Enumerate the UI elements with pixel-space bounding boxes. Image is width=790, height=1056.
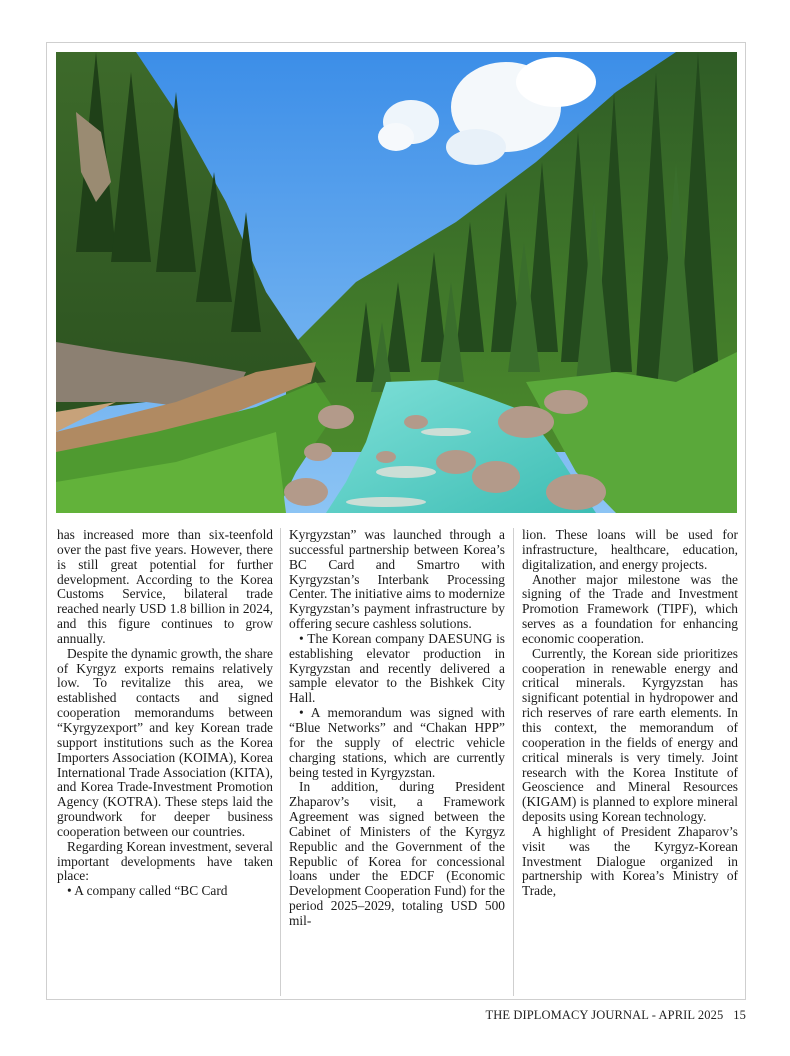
bullet-item: • The Korean company DAESUNG is establishing elevator production in Kyrgyzstan and recently delivered a sample elevator to the Bishkek City Hall. bbox=[289, 630, 505, 706]
article-column-3 bbox=[522, 528, 738, 998]
paragraph: lion. These loans will be used for infrastructure, healthcare, education, digitalization, and energy projects. bbox=[522, 528, 738, 572]
paragraph: has increased more than six-teenfold over the past five years. However, there is still great potential for further development. According to the Korea Customs Service, bilateral trade reached nearly USD 1.8 billion in 2024, and this figure continues to grow annually. bbox=[57, 528, 273, 646]
column-divider-1 bbox=[280, 528, 281, 996]
publication-name: THE DIPLOMACY JOURNAL - APRIL 2025 bbox=[485, 1008, 724, 1022]
bullet-item: • A company called “BC Card bbox=[67, 883, 228, 899]
column-divider-2 bbox=[513, 528, 514, 996]
paragraph: Another major milestone was the signing of the Trade and Investment Promotion Framework (TIPF), which serves as a foundation for enhancing economic cooperation. bbox=[522, 571, 738, 646]
paragraph: Currently, the Korean side prioritizes cooperation in renewable energy and critical minerals. Kyrgyzstan has significant potential in hydropower and rich reserves of rare earth elements. In this context, the memorandum of cooperation in the fields of energy and critical minerals is very timely. Joint research with the Korea Institute of Geoscience and Mineral Resources (KIGAM) is planned to explore mineral deposits using Korean technology. bbox=[522, 645, 738, 825]
page-number: 15 bbox=[733, 1008, 746, 1022]
paragraph: A highlight of President Zhaparov’s visit was the Kyrgyz-Korean Investment Dialogue organized in partnership with Korea’s Ministry of Trade, bbox=[522, 823, 738, 899]
page-footer bbox=[400, 1008, 746, 1023]
paragraph: Kyrgyzstan” was launched through a successful partnership between Korea’s BC Card and Smartro with Kyrgyzstan’s Interbank Processing Center. The initiative aims to modernize Kyrgyzstan’s payment infrastructure by offering secure cashless solutions. bbox=[289, 528, 505, 632]
paragraph: In addition, during President Zhaparov’s visit, a Framework Agreement was signed between the Cabinet of Ministers of the Kyrgyz Republic and the Government of the Republic of Korea for concessional loans under the EDCF (Economic Development Cooperation Fund) for the period 2025–2029, totaling USD 500 mil- bbox=[289, 779, 505, 928]
mountain-valley-river-photo-icon bbox=[56, 52, 737, 513]
article-column-1 bbox=[57, 528, 273, 998]
landscape-photo bbox=[56, 52, 737, 513]
bullet-item: • A memorandum was signed with “Blue Networks” and “Chakan HPP” for the supply of electric vehicle charging stations, which are currently being tested in Kyrgyzstan. bbox=[289, 705, 505, 780]
article-column-2 bbox=[289, 528, 505, 998]
paragraph: Regarding Korean investment, several important developments have taken place: bbox=[57, 838, 273, 884]
paragraph: Despite the dynamic growth, the share of Kyrgyz exports remains relatively low. To revitalize this area, we established contacts and signed cooperation memorandums between “Kyrgyzexport” and key Korean trade support institutions such as the Korea Importers Association (KOIMA), Korea International Trade Association (KITA), and Korea Trade-Investment Promotion Agency (KOTRA). These steps laid the groundwork for deeper business cooperation between our countries. bbox=[57, 645, 273, 839]
